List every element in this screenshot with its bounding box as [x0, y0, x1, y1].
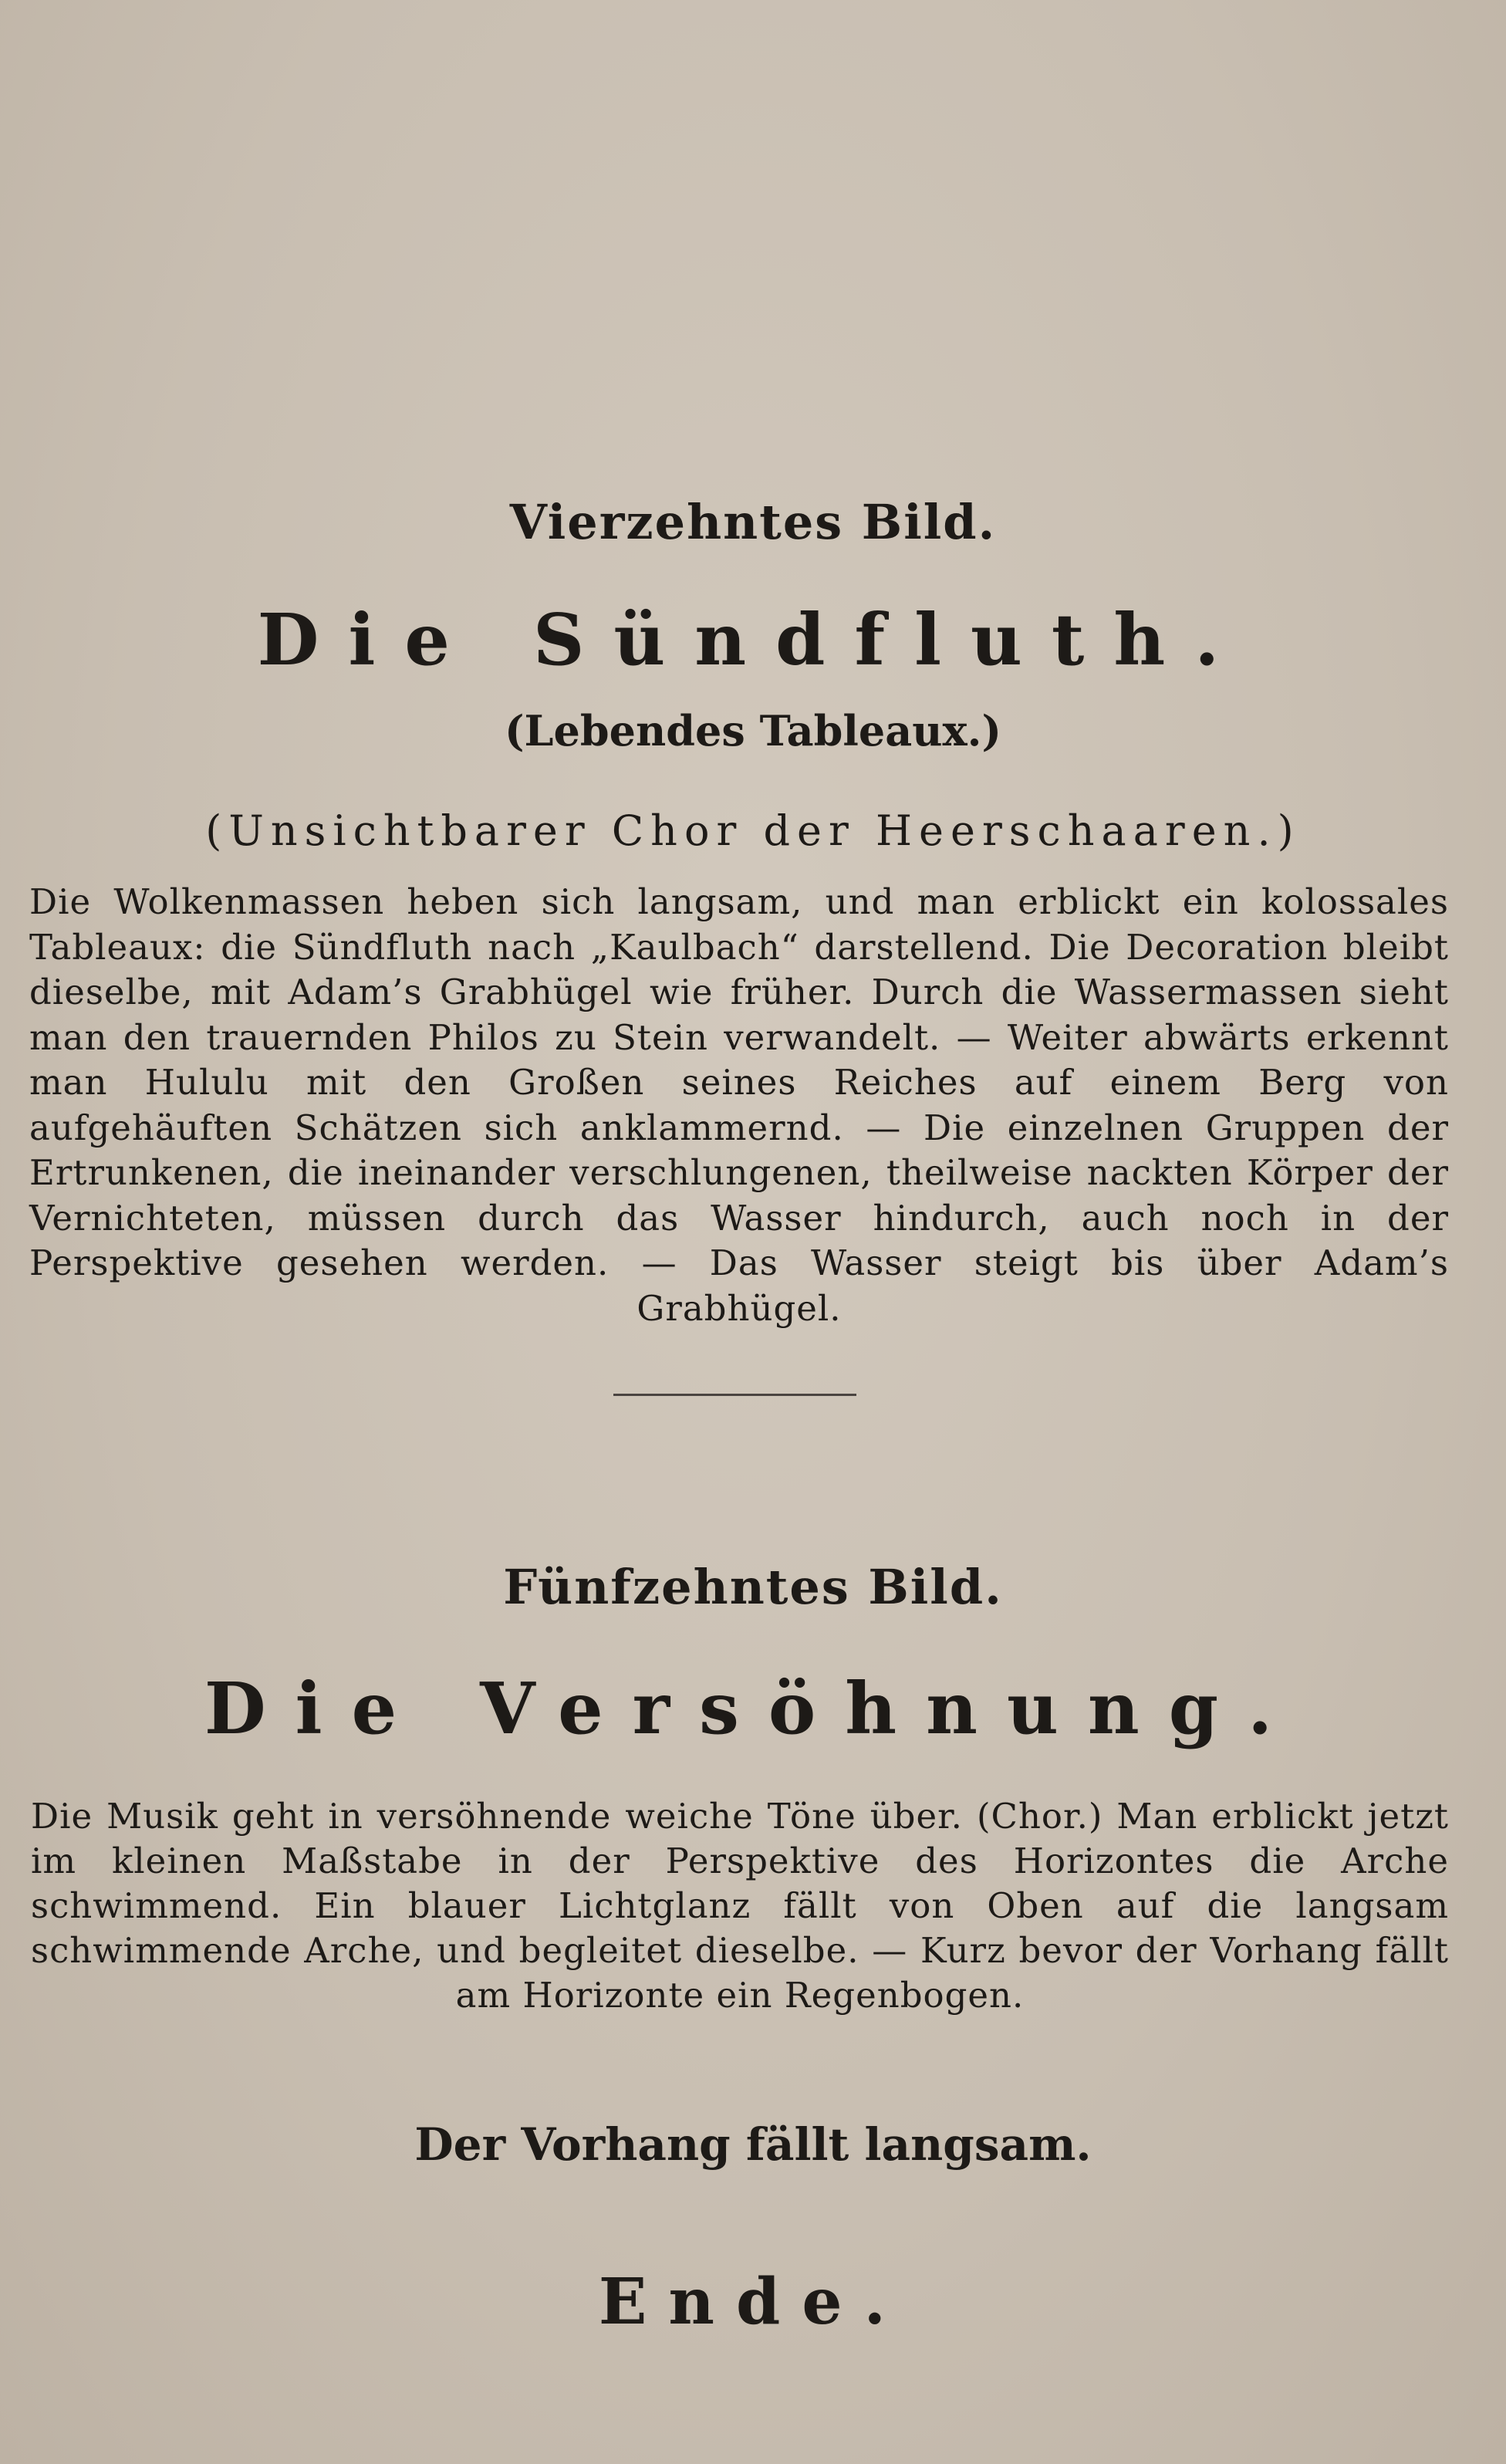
chapter-subtitle: (Lebendes Tableaux.): [505, 706, 1001, 755]
curtain-direction: Der Vorhang fällt langsam.: [414, 2118, 1092, 2171]
stage-direction-paragraph-1: Die Wolkenmassen heben sich langsam, und man erblickt ein kolossales Tableaux: die Sündfluth nach „Kaulbach“ darstellend. Die Decoration bleibt dieselbe, mit Adam’s Grabhügel wie früher. Durch die Wassermassen sieht man den trauernden Philos zu Stein verwandelt. — Weiter abwärts erkennt man Hululu mit den Großen seines Reiches auf einem Berg von aufgehäuften Schätzen sich anklammernd. — Die einzelnen Gruppen der Ertrunkenen, die ineinander verschlungenen, theilweise nackten Körper der Vernichteten, müssen durch das Wasser hindurch, auch noch in der Perspektive gesehen werden. — Das Wasser steigt bis über Adam’s Grabhügel.: [29, 881, 1449, 1329]
chapter-title-suendfluth: Die Sündfluth.: [257, 598, 1249, 681]
chorus-direction: (Unsichtbarer Chor der Heerschaaren.): [205, 806, 1301, 855]
stage-direction-paragraph-2: Die Musik geht in versöhnende weiche Töne über. (Chor.) Man erblickt jetzt im kleinen Maßstabe in der Perspektive des Horizontes die Arche schwimmend. Ein blauer Lichtglanz fällt von Oben auf die langsam schwimmende Arche, und begleitet dieselbe. — Kurz bevor der Vorhang fällt am Horizonte ein Regenbogen.: [31, 1796, 1449, 2016]
chapter-heading-14: Vierzehntes Bild.: [509, 494, 997, 550]
chapter-heading-15: Fünfzehntes Bild.: [503, 1559, 1003, 1615]
section-divider: [613, 1394, 856, 1396]
end-mark: Ende.: [598, 2265, 908, 2339]
chapter-title-versoehnung: Die Versöhnung.: [204, 1667, 1302, 1750]
